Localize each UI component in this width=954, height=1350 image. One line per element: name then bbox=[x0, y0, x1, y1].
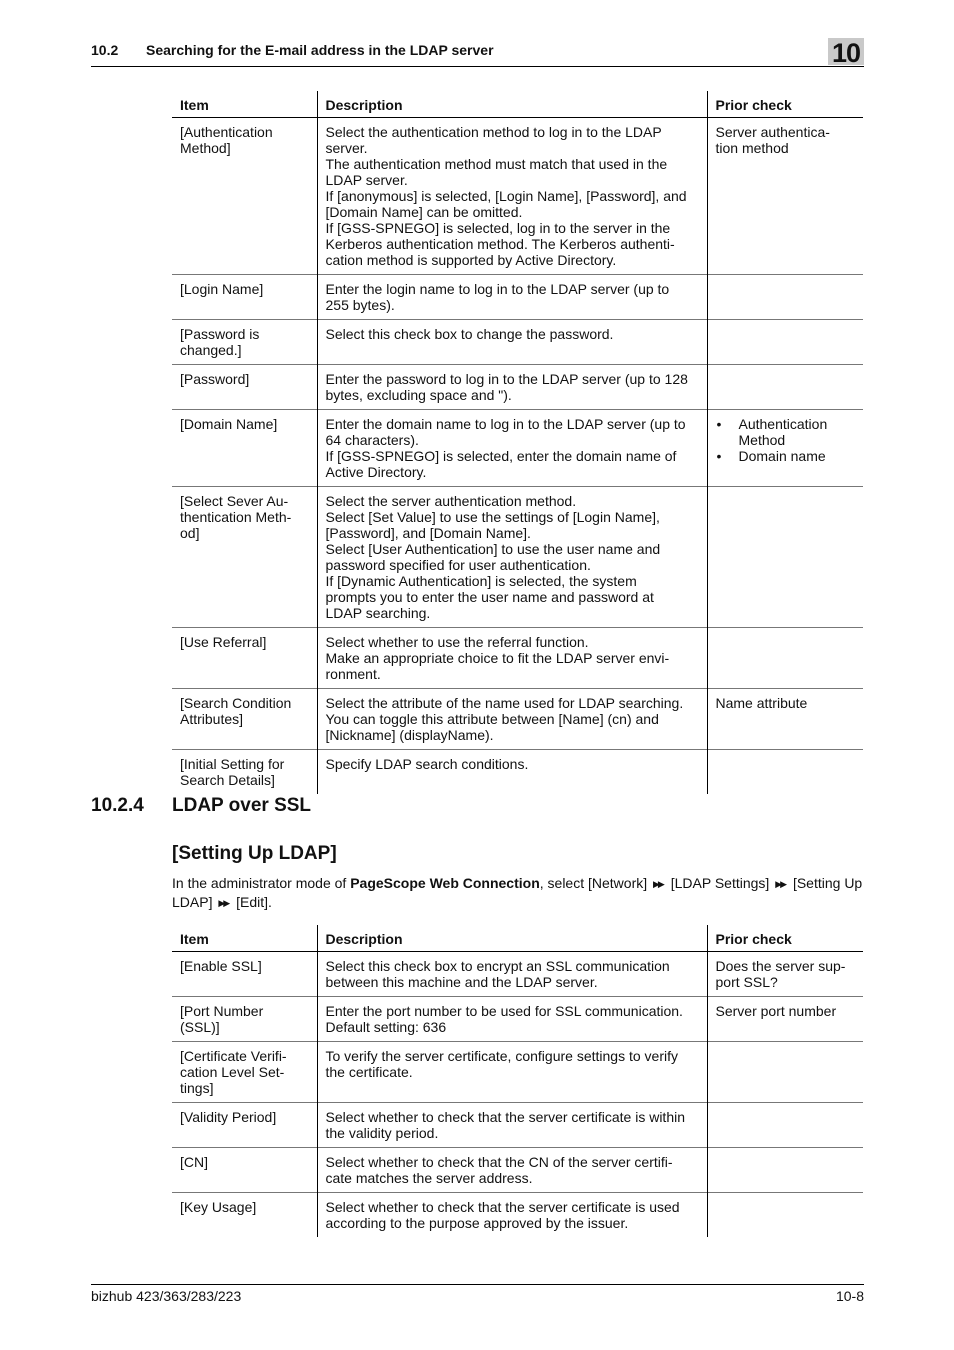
prior-check-cell bbox=[707, 410, 863, 487]
prior-check-item: • Authentication Method bbox=[739, 416, 856, 448]
item-text: [Select Sever Au- bbox=[180, 493, 289, 509]
subsection-heading: [Setting Up LDAP] bbox=[172, 843, 337, 864]
item-cell bbox=[172, 952, 317, 997]
description-text: To verify the server certificate, configure settings to verify bbox=[325, 1048, 678, 1064]
intro-text: [Edit]. bbox=[232, 894, 272, 910]
prior-check-cell bbox=[707, 750, 863, 795]
authentication-settings-table bbox=[172, 91, 863, 794]
description-text: Select the server authentication method. bbox=[325, 493, 577, 509]
item-cell bbox=[172, 275, 317, 320]
table-row bbox=[172, 628, 863, 689]
description-text: [Nickname] (displayName). bbox=[325, 727, 494, 743]
prior-check-cell bbox=[707, 997, 863, 1042]
description-text: Enter the port number to be used for SSL communication. bbox=[325, 1003, 683, 1019]
item-cell bbox=[172, 365, 317, 410]
column-header-prior-check: Prior check bbox=[707, 91, 863, 118]
item-cell bbox=[172, 1042, 317, 1103]
intro-text: In the administrator mode of bbox=[172, 875, 351, 891]
description-cell bbox=[317, 628, 707, 689]
column-header-item: Item bbox=[172, 925, 317, 952]
column-header-prior-check: Prior check bbox=[707, 925, 863, 952]
item-cell bbox=[172, 487, 317, 628]
description-text: Select [User Authentication] to use the user name and bbox=[325, 541, 661, 557]
description-text: LDAP searching. bbox=[325, 605, 431, 621]
chapter-badge: 10 bbox=[828, 38, 864, 65]
table-row bbox=[172, 365, 863, 410]
column-header-item: Item bbox=[172, 91, 317, 118]
item-text: [CN] bbox=[180, 1154, 208, 1170]
description-text: Make an appropriate choice to fit the LDAP server envi- bbox=[325, 650, 670, 666]
description-text: If [GSS-SPNEGO] is selected, log in to the server in the bbox=[325, 220, 671, 236]
arrow-icon: ▶▶ bbox=[218, 898, 229, 908]
item-text: [Password is bbox=[180, 326, 260, 342]
item-text: [Use Referral] bbox=[180, 634, 267, 650]
item-text: changed.] bbox=[180, 342, 242, 358]
prior-check-cell bbox=[707, 1103, 863, 1148]
description-text: password specified for user authentication. bbox=[325, 557, 591, 573]
description-text: Select whether to use the referral function. bbox=[325, 634, 589, 650]
intro-text: , select [Network] bbox=[539, 875, 652, 891]
prior-check-text: tion method bbox=[715, 140, 789, 156]
table-row bbox=[172, 750, 863, 795]
app-name: PageScope Web Connection bbox=[350, 875, 540, 891]
table-row bbox=[172, 320, 863, 365]
description-text: [Domain Name] can be omitted. bbox=[325, 204, 523, 220]
description-text: 255 bytes). bbox=[325, 297, 395, 313]
prior-check-list bbox=[716, 416, 856, 464]
section-heading bbox=[91, 795, 311, 817]
item-text: [Initial Setting for bbox=[180, 756, 285, 772]
prior-check-cell bbox=[707, 275, 863, 320]
item-text: [Validity Period] bbox=[180, 1109, 277, 1125]
prior-check-item: • Domain name bbox=[739, 448, 856, 464]
item-text: [Login Name] bbox=[180, 281, 264, 297]
item-text: [Domain Name] bbox=[180, 416, 278, 432]
prior-check-cell bbox=[707, 1042, 863, 1103]
description-text: the certificate. bbox=[325, 1064, 413, 1080]
header-section-number: 10.2 bbox=[91, 42, 119, 58]
prior-check-text: port SSL? bbox=[715, 974, 778, 990]
arrow-icon: ▶▶ bbox=[775, 879, 786, 889]
page-footer bbox=[91, 1284, 864, 1304]
item-text: [Search Condition bbox=[180, 695, 292, 711]
item-text: [Key Usage] bbox=[180, 1199, 257, 1215]
item-text: [Password] bbox=[180, 371, 250, 387]
table-row bbox=[172, 689, 863, 750]
item-text: od] bbox=[180, 525, 200, 541]
item-cell bbox=[172, 1103, 317, 1148]
table-row bbox=[172, 275, 863, 320]
description-cell bbox=[317, 1103, 707, 1148]
description-text: Enter the password to log in to the LDAP server (up to 128 bbox=[325, 371, 688, 387]
item-cell bbox=[172, 750, 317, 795]
description-text: cate matches the server address. bbox=[325, 1170, 533, 1186]
description-text: If [Dynamic Authentication] is selected, the system bbox=[325, 573, 637, 589]
description-cell bbox=[317, 320, 707, 365]
description-text: Specify LDAP search conditions. bbox=[325, 756, 529, 772]
page-header bbox=[91, 36, 864, 67]
table-row bbox=[172, 1148, 863, 1193]
item-text: Attributes] bbox=[180, 711, 244, 727]
table-row bbox=[172, 487, 863, 628]
description-text: between this machine and the LDAP server. bbox=[325, 974, 598, 990]
description-text: You can toggle this attribute between [Name] (cn) and bbox=[325, 711, 659, 727]
prior-check-cell bbox=[707, 628, 863, 689]
description-text: cation method is supported by Active Directory. bbox=[325, 252, 617, 268]
description-cell bbox=[317, 487, 707, 628]
description-text: LDAP server. bbox=[325, 172, 408, 188]
description-cell bbox=[317, 1148, 707, 1193]
arrow-icon: ▶▶ bbox=[653, 879, 663, 889]
item-cell bbox=[172, 1193, 317, 1238]
ssl-settings-table bbox=[172, 925, 863, 1237]
item-cell bbox=[172, 628, 317, 689]
prior-check-cell bbox=[707, 118, 863, 275]
description-text: If [anonymous] is selected, [Login Name], [Password], and bbox=[325, 188, 687, 204]
description-cell bbox=[317, 118, 707, 275]
column-header-description: Description bbox=[317, 91, 707, 118]
description-text: Select the attribute of the name used for LDAP searching. bbox=[325, 695, 684, 711]
description-cell bbox=[317, 750, 707, 795]
description-text: Kerberos authentication method. The Kerberos authenti- bbox=[325, 236, 675, 252]
table-row bbox=[172, 1193, 863, 1238]
prior-check-text: Name attribute bbox=[715, 695, 808, 711]
description-cell bbox=[317, 275, 707, 320]
description-text: Select whether to check that the server certificate is within bbox=[325, 1109, 685, 1125]
item-cell bbox=[172, 320, 317, 365]
table-row bbox=[172, 997, 863, 1042]
description-text: prompts you to enter the user name and password at bbox=[325, 589, 654, 605]
table-row bbox=[172, 1042, 863, 1103]
description-text: [Password], and [Domain Name]. bbox=[325, 525, 531, 541]
item-cell bbox=[172, 689, 317, 750]
description-text: ronment. bbox=[325, 666, 381, 682]
prior-check-cell bbox=[707, 952, 863, 997]
prior-check-cell bbox=[707, 320, 863, 365]
column-header-description: Description bbox=[317, 925, 707, 952]
item-text: [Enable SSL] bbox=[180, 958, 262, 974]
description-text: Select this check box to encrypt an SSL communication bbox=[325, 958, 670, 974]
prior-check-cell bbox=[707, 487, 863, 628]
description-text: If [GSS-SPNEGO] is selected, enter the domain name of bbox=[325, 448, 677, 464]
table-header-row bbox=[172, 925, 863, 952]
description-text: Select [Set Value] to use the settings of [Login Name], bbox=[325, 509, 660, 525]
description-cell bbox=[317, 952, 707, 997]
description-text: Enter the login name to log in to the LDAP server (up to bbox=[325, 281, 670, 297]
description-cell bbox=[317, 1042, 707, 1103]
prior-check-text: Server authentica- bbox=[715, 124, 830, 140]
table-row bbox=[172, 1103, 863, 1148]
prior-check-cell bbox=[707, 689, 863, 750]
item-text: thentication Meth- bbox=[180, 509, 292, 525]
item-cell bbox=[172, 1148, 317, 1193]
intro-paragraph bbox=[172, 874, 864, 912]
description-cell bbox=[317, 410, 707, 487]
prior-check-text: Server port number bbox=[715, 1003, 837, 1019]
item-cell bbox=[172, 410, 317, 487]
table-row bbox=[172, 410, 863, 487]
description-text: Default setting: 636 bbox=[325, 1019, 447, 1035]
prior-check-text: Does the server sup- bbox=[715, 958, 846, 974]
description-text: 64 characters). bbox=[325, 432, 419, 448]
intro-text: [LDAP Settings] bbox=[666, 875, 774, 891]
item-text: (SSL)] bbox=[180, 1019, 220, 1035]
description-text: The authentication method must match that used in the bbox=[325, 156, 668, 172]
description-text: Enter the domain name to log in to the LDAP server (up to bbox=[325, 416, 686, 432]
description-cell bbox=[317, 1193, 707, 1238]
description-text: Select whether to check that the server certificate is used bbox=[325, 1199, 680, 1215]
section-title: LDAP over SSL bbox=[172, 795, 312, 816]
description-cell bbox=[317, 365, 707, 410]
description-cell bbox=[317, 997, 707, 1042]
description-text: Active Directory. bbox=[325, 464, 427, 480]
description-text: Select the authentication method to log in to the LDAP bbox=[325, 124, 662, 140]
item-cell bbox=[172, 997, 317, 1042]
description-text: according to the purpose approved by the issuer. bbox=[325, 1215, 629, 1231]
table-row bbox=[172, 118, 863, 275]
item-text: [Authentication bbox=[180, 124, 273, 140]
header-title: Searching for the E-mail address in the LDAP server bbox=[146, 42, 494, 58]
intro-text: [Setting Up LDAP] bbox=[172, 875, 863, 910]
item-text: Search Details] bbox=[180, 772, 275, 788]
item-text: [Certificate Verifi- bbox=[180, 1048, 287, 1064]
description-text: Select whether to check that the CN of the server certifi- bbox=[325, 1154, 673, 1170]
prior-check-cell bbox=[707, 1193, 863, 1238]
table-row bbox=[172, 952, 863, 997]
description-text: server. bbox=[325, 140, 368, 156]
description-text: Select this check box to change the password. bbox=[325, 326, 614, 342]
item-text: tings] bbox=[180, 1080, 214, 1096]
section-number: 10.2.4 bbox=[91, 795, 144, 816]
description-cell bbox=[317, 689, 707, 750]
item-text: cation Level Set- bbox=[180, 1064, 285, 1080]
prior-check-cell bbox=[707, 1148, 863, 1193]
table-header-row bbox=[172, 91, 863, 118]
item-cell bbox=[172, 118, 317, 275]
prior-check-cell bbox=[707, 365, 863, 410]
footer-model: bizhub 423/363/283/223 bbox=[91, 1288, 242, 1304]
item-text: [Port Number bbox=[180, 1003, 264, 1019]
footer-page-number: 10-8 bbox=[835, 1288, 864, 1304]
item-text: Method] bbox=[180, 140, 231, 156]
description-text: the validity period. bbox=[325, 1125, 439, 1141]
description-text: bytes, excluding space and "). bbox=[325, 387, 512, 403]
